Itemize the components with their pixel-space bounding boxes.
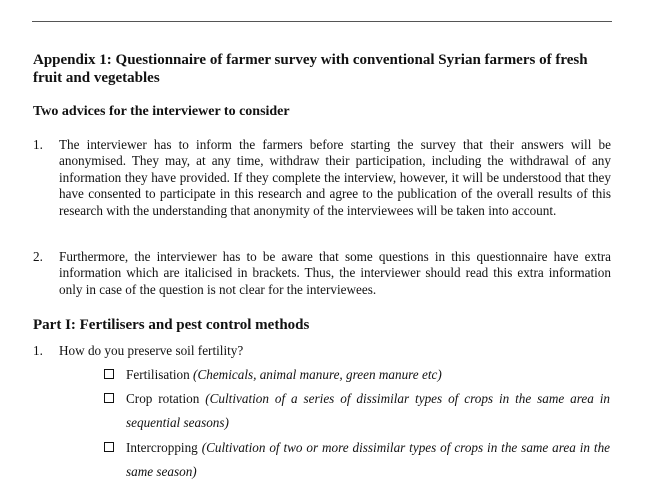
part-heading: Part I: Fertilisers and pest control methods — [33, 317, 310, 333]
checkbox-icon[interactable] — [104, 393, 114, 403]
advice-item-2 — [33, 249, 611, 299]
advice-item-1 — [33, 137, 611, 237]
question-number: 1. — [33, 343, 43, 358]
advice-number: 1. — [33, 137, 43, 152]
option-fertilisation[interactable] — [104, 363, 610, 387]
advice-text: Furthermore, the interviewer has to be aware that some questions in this questionnaire have extra information which are italicised in brackets. Thus, the interviewer should read this extra information only in case of the question is not clear for the interviewees. — [59, 249, 611, 297]
advice-text: The interviewer has to inform the farmers before starting the survey that their answers will be anonymised. They may, at any time, withdraw their participation, including the withdrawal of any information they have provided. If they complete the interview, however, it will be understood that they have consented to participate in this research and agree to the publication of the overall results of this research with the understanding that anonymity of the interviewees will be taken into account. — [59, 137, 611, 218]
question-text: How do you preserve soil fertility? — [59, 343, 244, 358]
checkbox-icon[interactable] — [104, 442, 114, 452]
advice-number: 2. — [33, 249, 43, 264]
option-intercropping[interactable] — [104, 436, 610, 484]
option-crop-rotation[interactable] — [104, 387, 610, 435]
top-rule — [32, 21, 612, 22]
option-text — [126, 363, 610, 387]
option-hint: (Cultivation of two or more dissimilar types of crops in the same area in the same season) — [126, 440, 611, 479]
checkbox-icon[interactable] — [104, 369, 114, 379]
option-text — [126, 387, 610, 435]
option-label: Intercropping — [126, 440, 198, 455]
advice-heading: Two advices for the interviewer to consider — [33, 104, 290, 119]
option-hint: (Cultivation of a series of dissimilar types of crops in the same area in sequential seasons) — [126, 391, 610, 430]
option-text — [126, 436, 610, 484]
appendix-title: Appendix 1: Questionnaire of farmer survey with conventional Syrian farmers of fresh fruit and vegetables — [33, 52, 588, 86]
option-hint: (Chemicals, animal manure, green manure etc) — [193, 367, 442, 382]
option-label: Fertilisation — [126, 367, 190, 382]
option-label: Crop rotation — [126, 391, 200, 406]
